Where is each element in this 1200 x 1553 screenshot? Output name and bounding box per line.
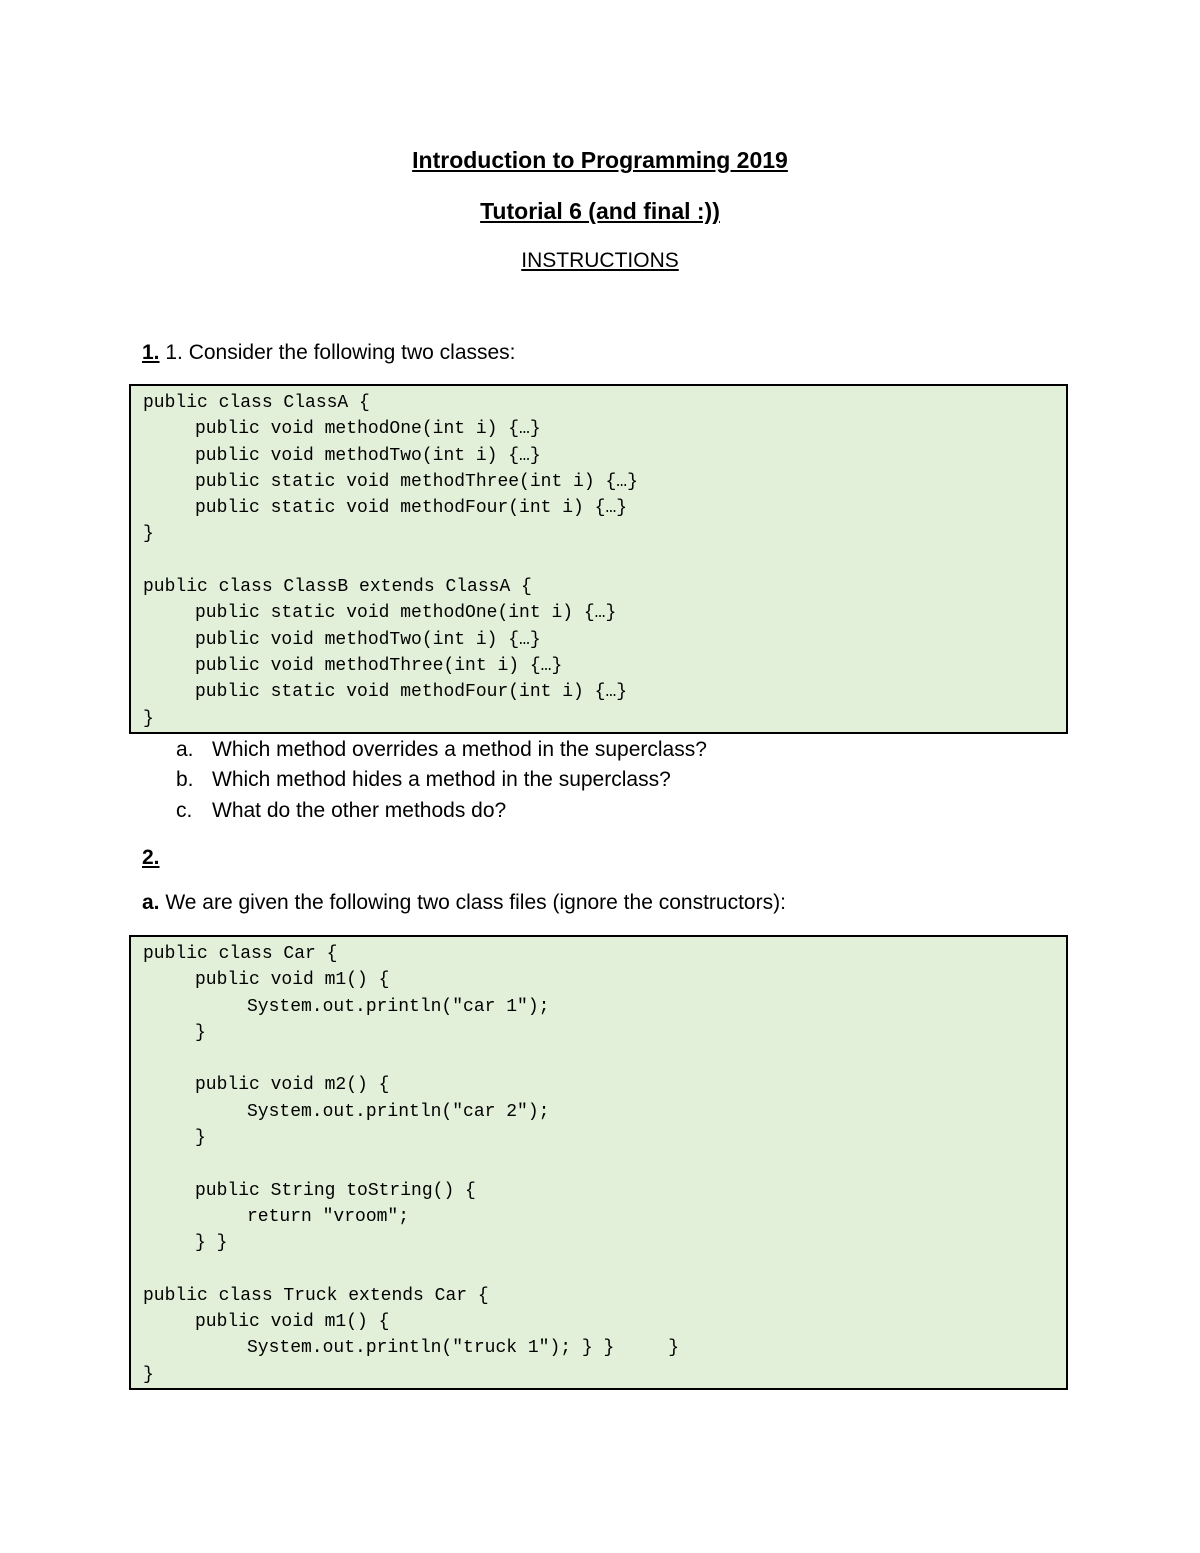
code-line: System.out.println("car 2"); — [247, 1101, 550, 1122]
code-line — [143, 1257, 1066, 1283]
subquestion-text: Which method overrides a method in the superclass? — [212, 738, 707, 761]
code-line: public class ClassA { — [143, 393, 370, 413]
code-line: public String toString() { — [195, 1180, 476, 1201]
code-line: } — [195, 1128, 206, 1149]
document-title: Introduction to Programming 2019 — [412, 147, 788, 173]
code-line: } — [143, 708, 154, 729]
question-1-prompt — [142, 340, 516, 366]
question-2a-letter: a. — [142, 891, 160, 914]
code-line: System.out.println("truck 1"); } } } — [247, 1338, 680, 1359]
subquestion-letter: c. — [176, 799, 193, 822]
subquestion-c — [176, 796, 506, 826]
code-line: public static void methodThree(int i) {…} — [195, 471, 638, 492]
code-line: public void m1() { — [195, 1312, 390, 1333]
code-line: public class Car { — [143, 944, 338, 964]
code-line: public void m2() { — [195, 1075, 390, 1096]
subquestion-b — [176, 765, 671, 795]
code-line: public static void methodOne(int i) {…} — [195, 603, 617, 624]
code-line: } — [143, 524, 154, 545]
code-line: public class ClassB extends ClassA { — [143, 577, 532, 598]
question-2a-prompt — [142, 890, 786, 916]
code-line: public void methodOne(int i) {…} — [195, 419, 541, 440]
code-line: return "vroom"; — [247, 1206, 410, 1227]
question-1-number: 1. — [142, 341, 160, 364]
question-2-code-block — [129, 935, 1068, 1390]
code-line: System.out.println("car 1"); — [247, 996, 550, 1017]
question-2-heading — [142, 845, 160, 871]
code-line: public class Truck extends Car { — [143, 1285, 489, 1306]
subquestion-letter: b. — [176, 768, 194, 791]
code-line: public void methodTwo(int i) {…} — [195, 445, 541, 466]
subquestion-text: Which method hides a method in the superclass? — [212, 768, 671, 791]
code-line: public void m1() { — [195, 970, 390, 991]
code-line: } } — [195, 1233, 228, 1254]
code-line: public void methodTwo(int i) {…} — [195, 629, 541, 650]
question-1-code-block — [129, 384, 1068, 734]
code-line: public static void methodFour(int i) {…} — [195, 498, 628, 519]
code-line: public void methodThree(int i) {…} — [195, 655, 563, 676]
code-line: } — [143, 1364, 154, 1385]
code-line — [143, 1151, 1066, 1177]
code-line: } — [195, 1022, 206, 1043]
subquestion-letter: a. — [176, 738, 194, 761]
code-line: public static void methodFour(int i) {…} — [195, 682, 628, 703]
code-line — [143, 548, 1066, 574]
question-2a-text: We are given the following two class files (ignore the constructors): — [159, 891, 786, 914]
tutorial-subtitle: Tutorial 6 (and final :)) — [480, 198, 720, 224]
subquestion-text: What do the other methods do? — [212, 799, 507, 822]
subquestion-a — [176, 735, 707, 765]
instructions-heading: INSTRUCTIONS — [521, 249, 679, 272]
code-line — [143, 1046, 1066, 1072]
question-2-number: 2. — [142, 846, 160, 869]
question-1-text: 1. Consider the following two classes: — [159, 341, 516, 364]
